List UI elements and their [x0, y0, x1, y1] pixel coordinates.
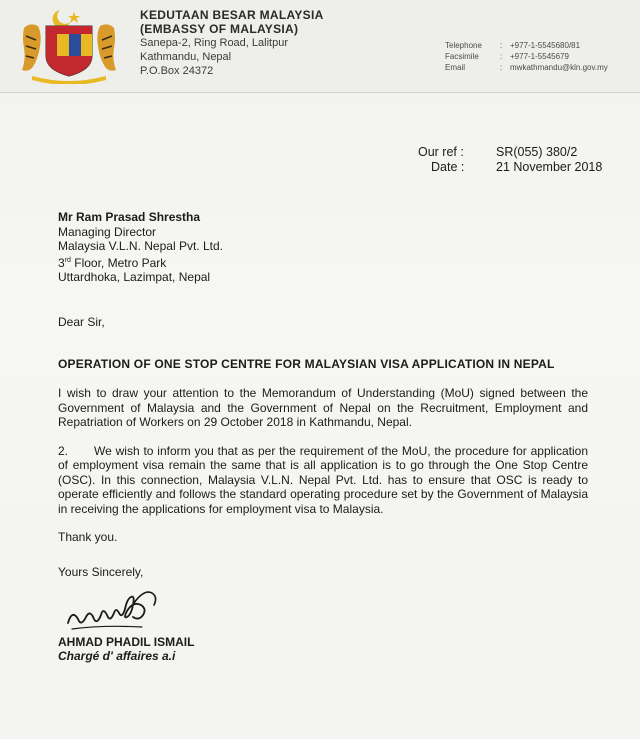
- embassy-name-english: (EMBASSY OF MALAYSIA): [140, 22, 299, 36]
- floor-number: 3: [58, 255, 65, 270]
- telephone-label: Telephone: [445, 41, 482, 50]
- letterhead: [0, 0, 640, 93]
- address-line-1: Sanepa-2, Ring Road, Lalitpur: [140, 37, 288, 49]
- separator: :: [500, 63, 503, 72]
- signer-name: AHMAD PHADIL ISMAIL: [58, 634, 195, 649]
- thanks-line: Thank you.: [58, 530, 118, 544]
- our-ref-value: SR(055) 380/2: [496, 145, 578, 159]
- facsimile-value: +977-1-5545679: [510, 52, 569, 61]
- address-line-3: P.O.Box 24372: [140, 65, 214, 77]
- handwritten-signature-icon: [64, 585, 184, 635]
- closing-line: Yours Sincerely,: [58, 564, 144, 579]
- telephone-row: [445, 40, 608, 51]
- date-value: 21 November 2018: [496, 160, 603, 174]
- email-value: mwkathmandu@kln.gov.my: [510, 63, 608, 72]
- recipient-title: Managing Director: [58, 224, 157, 239]
- recipient-company: Malaysia V.L.N. Nepal Pvt. Ltd.: [58, 239, 223, 253]
- salutation: Dear Sir,: [58, 314, 105, 329]
- floor-suffix: rd: [64, 256, 71, 264]
- paragraph-2-number: 2.: [58, 443, 69, 458]
- floor-rest: Floor, Metro Park: [70, 255, 167, 270]
- address-line-2: Kathmandu, Nepal: [140, 51, 232, 63]
- our-ref-row: [418, 145, 602, 160]
- separator: :: [500, 41, 503, 50]
- malaysia-coat-of-arms-icon: [14, 6, 124, 84]
- facsimile-label: Facsimile: [445, 52, 479, 61]
- reference-block: [418, 145, 602, 175]
- contact-block: [445, 40, 608, 73]
- recipient-locality: Uttardhoka, Lazimpat, Nepal: [58, 270, 211, 284]
- recipient-block: [58, 210, 588, 285]
- facsimile-row: [445, 51, 608, 62]
- telephone-value: +977-1-5545680/81: [510, 41, 581, 50]
- paragraph-2-text: We wish to inform you that as per the requirement of the MoU, the procedure for application of employment visa remain the same that is all application is to go through the One Stop Centre (OSC). In this connection, Malaysia V.L.N. Nepal Pvt. Ltd. has to ensure that OSC is ready to operate efficiently and follows the standard operating procedure set by the Government of Malaysia in receiving the applications for employment visa to Malaysia.: [58, 443, 588, 516]
- recipient-name: Mr Ram Prasad Shrestha: [58, 210, 201, 224]
- recipient-floor: [58, 254, 588, 271]
- subject-line: OPERATION OF ONE STOP CENTRE FOR MALAYSIAN VISA APPLICATION IN NEPAL: [58, 357, 555, 371]
- our-ref-label: Our ref :: [418, 145, 464, 159]
- embassy-name: KEDUTAAN BESAR MALAYSIA: [140, 8, 324, 22]
- email-row: [445, 62, 608, 73]
- letter-body: [58, 210, 588, 664]
- email-label: Email: [445, 63, 466, 72]
- paragraph-2: [58, 444, 588, 517]
- signer-title: Chargé d' affaires a.i: [58, 649, 176, 663]
- paragraph-1: I wish to draw your attention to the Memorandum of Understanding (MoU) signed between the Government of Malaysia and the Government of Nepal on the Recruitment, Employment and Repatriation of Workers on 29 October 2018 in Kathmandu, Nepal.: [58, 386, 588, 429]
- date-label: Date :: [431, 160, 465, 174]
- separator: :: [500, 52, 503, 61]
- date-row: [418, 160, 602, 175]
- embassy-block: [140, 8, 324, 78]
